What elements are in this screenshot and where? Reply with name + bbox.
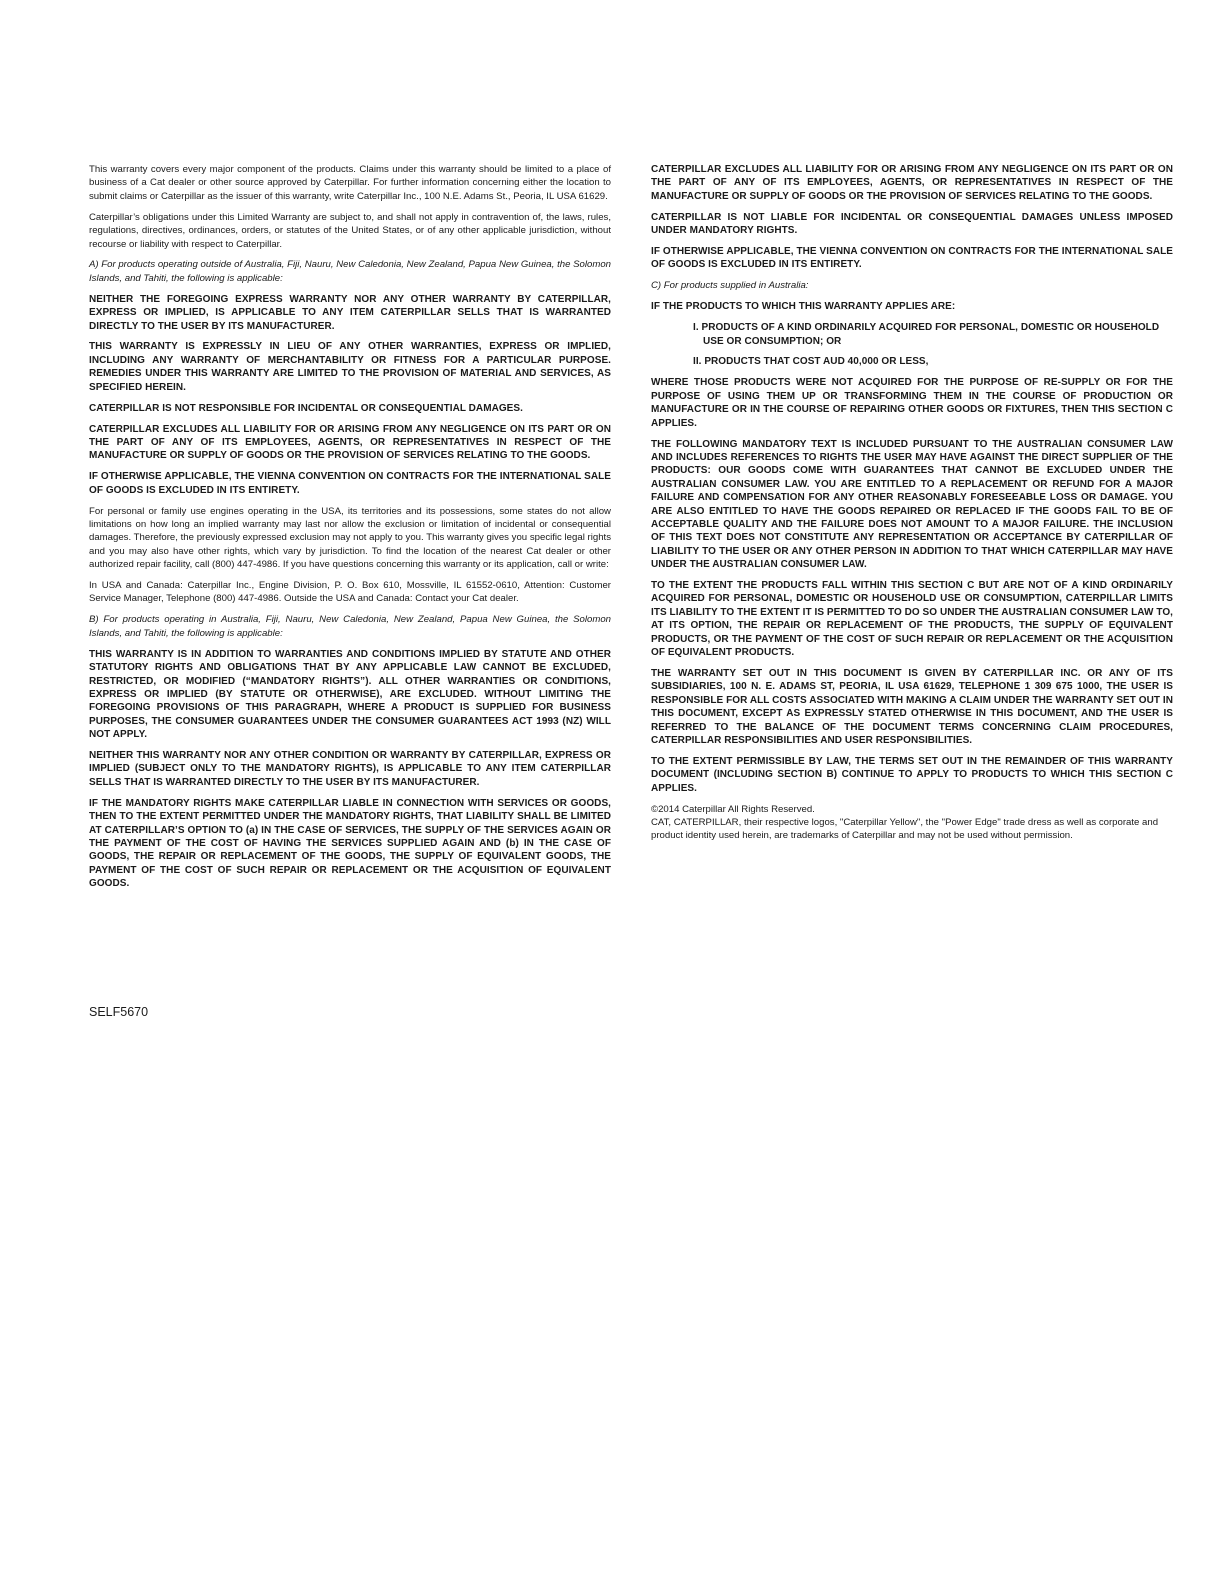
right-column-paragraph: C) For products supplied in Australia: <box>651 280 809 292</box>
right-column-paragraph: THE FOLLOWING MANDATORY TEXT IS INCLUDED PURSUANT TO THE AUSTRALIAN CONSUMER LAW AND INCLUDES REFERENCES TO RIGHTS THE USER MAY HAVE AGAINST THE DIRECT SUPPLIER OF THE PRODUCTS: OUR GOODS COME WITH GUARANTEES THAT CANNOT BE EXCLUDED UNDER THE AUSTRALIAN CONSUMER LAW. YOU ARE ENTITLED TO A REPLACEMENT OR REFUND FOR A MAJOR FAILURE AND COMPENSATION FOR ANY OTHER REASONABLY FORESEEABLE LOSS OR DAMAGE. YOU ARE ALSO ENTITLED TO HAVE THE GOODS REPAIRED OR REPLACED IF THE GOODS FAIL TO BE OF ACCEPTABLE QUALITY AND THE FAILURE DOES NOT AMOUNT TO A MAJOR FAILURE. THE INCLUSION OF THIS TEXT DOES NOT CONSTITUTE ANY REPRESENTATION OR ACCEPTANCE BY CATERPILLAR OF LIABILITY TO THE USER OR ANY OTHER PERSON IN ADDITION TO THAT WHICH CATERPILLAR MAY HAVE UNDER THE AUSTRALIAN CONSUMER LAW. <box>651 438 1173 571</box>
right-column-paragraph: CAT, CATERPILLAR, their respective logos, "Caterpillar Yellow", the "Power Edge" trade dress as well as corporate and product identity used herein, are trademarks of Caterpillar and may not be used without permission. <box>651 817 1159 842</box>
left-column-paragraph: This warranty covers every major component of the products. Claims under this warranty should be limited to a place of business of a Cat dealer or other source approved by Caterpillar. For further information concerning either the location to submit claims or Caterpillar as the issuer of this warranty, write Caterpillar Inc., 100 N.E. Adams St., Peoria, IL USA 61629. <box>89 164 611 202</box>
right-column-paragraph: TO THE EXTENT PERMISSIBLE BY LAW, THE TERMS SET OUT IN THE REMAINDER OF THIS WARRANTY DOCUMENT (INCLUDING SECTION B) CONTINUE TO APPLY TO PRODUCTS TO WHICH THIS SECTION C APPLIES. <box>651 755 1173 794</box>
left-column-paragraph: CATERPILLAR IS NOT RESPONSIBLE FOR INCIDENTAL OR CONSEQUENTIAL DAMAGES. <box>89 402 523 414</box>
right-column-paragraph: CATERPILLAR EXCLUDES ALL LIABILITY FOR OR ARISING FROM ANY NEGLIGENCE ON ITS PART OR ON THE PART OF ANY OF ITS EMPLOYEES, AGENTS, OR REPRESENTATIVES IN RESPECT OF THE MANUFACTURE OR SUPPLY OF GOODS OR THE PROVISION OF SERVICES RELATING TO THE GOODS. <box>651 164 1173 202</box>
left-column-paragraph: NEITHER THIS WARRANTY NOR ANY OTHER CONDITION OR WARRANTY BY CATERPILLAR, EXPRESS OR IMPLIED (SUBJECT ONLY TO THE MANDATORY RIGHTS), IS APPLICABLE TO ANY ITEM CATERPILLAR SELLS THAT IS WARRANTED DIRECTLY TO THE USER BY ITS MANUFACTURER. <box>89 750 611 788</box>
left-column-paragraph: IF THE MANDATORY RIGHTS MAKE CATERPILLAR LIABLE IN CONNECTION WITH SERVICES OR GOODS, THEN TO THE EXTENT PERMITTED UNDER THE MANDATORY RIGHTS, THAT LIABILITY SHALL BE LIMITED AT CATERPILLAR’S OPTION TO (a) IN THE CASE OF SERVICES, THE SUPPLY OF THE SERVICES AGAIN OR THE PAYMENT OF THE COST OF HAVING THE SERVICES SUPPLIED AGAIN AND (b) IN THE CASE OF GOODS, THE REPAIR OR REPLACEMENT OF THE GOODS, THE SUPPLY OF EQUIVALENT GOODS, THE PAYMENT OF THE COST OF SUCH REPAIR OR REPLACEMENT OR THE ACQUISITION OF EQUIVALENT GOODS. <box>89 797 611 890</box>
left-column-paragraph: A) For products operating outside of Australia, Fiji, Nauru, New Caledonia, New Zealand, Papua New Guinea, the Solomon Islands, and Tahiti, the following is applicable: <box>89 259 611 284</box>
left-column-paragraph: NEITHER THE FOREGOING EXPRESS WARRANTY NOR ANY OTHER WARRANTY BY CATERPILLAR, EXPRESS OR IMPLIED, IS APPLICABLE TO ANY ITEM CATERPILLAR SELLS THAT IS WARRANTED DIRECTLY TO THE USER BY ITS MANUFACTURER. <box>89 293 611 332</box>
document-code: SELF5670 <box>89 1005 149 1019</box>
left-column-paragraph: CATERPILLAR EXCLUDES ALL LIABILITY FOR OR ARISING FROM ANY NEGLIGENCE ON ITS PART OR ON THE PART OF ANY OF ITS EMPLOYEES, AGENTS, OR REPRESENTATIVES IN RESPECT OF THE MANUFACTURE OR SUPPLY OF GOODS OR THE PROVISION OF SERVICES RELATING TO THE GOODS. <box>89 423 611 462</box>
left-column <box>89 163 611 898</box>
left-column-paragraph: IF OTHERWISE APPLICABLE, THE VIENNA CONVENTION ON CONTRACTS FOR THE INTERNATIONAL SALE OF GOODS IS EXCLUDED IN ITS ENTIRETY. <box>89 471 611 496</box>
right-column-paragraph: II. PRODUCTS THAT COST AUD 40,000 OR LESS, <box>693 356 929 368</box>
right-column-paragraph: CATERPILLAR IS NOT LIABLE FOR INCIDENTAL OR CONSEQUENTIAL DAMAGES UNLESS IMPOSED UNDER MANDATORY RIGHTS. <box>651 211 1173 237</box>
left-column-paragraph: B) For products operating in Australia, Fiji, Nauru, New Caledonia, New Zealand, Papua New Guinea, the Solomon Islands, and Tahiti, the following is applicable: <box>89 614 611 639</box>
left-column-paragraph: Caterpillar’s obligations under this Limited Warranty are subject to, and shall not apply in contravention of, the laws, rules, regulations, directives, ordinances, orders, or statutes of the United States, or of any other applicable jurisdiction, without recourse or liability with respect to Caterpillar. <box>89 211 611 250</box>
right-column-paragraph: THE WARRANTY SET OUT IN THIS DOCUMENT IS GIVEN BY CATERPILLAR INC. OR ANY OF ITS SUBSIDIARIES, 100 N. E. ADAMS ST, PEORIA, IL USA 61629, TELEPHONE 1 309 675 1000, THE USER IS RESPONSIBLE FOR ALL COSTS ASSOCIATED WITH MAKING A CLAIM UNDER THE WARRANTY SET OUT IN THIS DOCUMENT, EXCEPT AS EXPRESSLY STATED OTHERWISE IN THIS DOCUMENT, AND THE USER IS REFERRED TO THE BALANCE OF THE DOCUMENT TERMS CONCERNING CLAIM PROCEDURES, CATERPILLAR RESPONSIBILITIES AND USER RESPONSIBILITIES. <box>651 668 1173 747</box>
right-column-paragraph: TO THE EXTENT THE PRODUCTS FALL WITHIN THIS SECTION C BUT ARE NOT OF A KIND ORDINARILY ACQUIRED FOR PERSONAL, DOMESTIC OR HOUSEHOLD USE OR CONSUMPTION, CATERPILLAR LIMITS ITS LIABILITY TO THE EXTENT IT IS PERMITTED TO DO SO UNDER THE AUSTRALIAN CONSUMER LAW TO, AT ITS OPTION, THE REPAIR OR REPLACEMENT OF THE PRODUCTS, THE SUPPLY OF EQUIVALENT PRODUCTS, OR THE PAYMENT OF THE COST OF SUCH REPAIR OR REPLACEMENT OR THE ACQUISITION OF EQUIVALENT PRODUCTS. <box>651 580 1173 659</box>
right-column-paragraph: I. PRODUCTS OF A KIND ORDINARILY ACQUIRED FOR PERSONAL, DOMESTIC OR HOUSEHOLD USE OR CONSUMPTION; OR <box>693 322 1160 347</box>
right-column-paragraph: IF THE PRODUCTS TO WHICH THIS WARRANTY APPLIES ARE: <box>651 301 956 313</box>
left-column-paragraph: For personal or family use engines operating in the USA, its territories and its possessions, some states do not allow limitations on how long an implied warranty may last nor allow the exclusion or limitation of incidental or consequential damages. Therefore, the previously expressed exclusion may not apply to you. This warranty gives you specific legal rights and you may also have other rights, which vary by jurisdiction. To find the location of the nearest Cat dealer or other authorized repair facility, call (800) 447-4986. If you have questions concerning this warranty or its application, call or write: <box>89 505 611 571</box>
left-column-paragraph: THIS WARRANTY IS IN ADDITION TO WARRANTIES AND CONDITIONS IMPLIED BY STATUTE AND OTHER STATUTORY RIGHTS AND OBLIGATIONS THAT BY ANY APPLICABLE LAW CANNOT BE EXCLUDED, RESTRICTED, OR MODIFIED (“MANDATORY RIGHTS”). ALL OTHER WARRANTIES OR CONDITIONS, EXPRESS OR IMPLIED (BY STATUTE OR OTHERWISE), ARE EXCLUDED. WITHOUT LIMITING THE FOREGOING PROVISIONS OF THIS PARAGRAPH, WHERE A PRODUCT IS SUPPLIED FOR BUSINESS PURPOSES, THE CONSUMER GUARANTEES UNDER THE CONSUMER GUARANTEES ACT 1993 (NZ) WILL NOT APPLY. <box>89 648 611 741</box>
left-column-paragraph: THIS WARRANTY IS EXPRESSLY IN LIEU OF ANY OTHER WARRANTIES, EXPRESS OR IMPLIED, INCLUDING ANY WARRANTY OF MERCHANTABILITY OR FITNESS FOR A PARTICULAR PURPOSE. REMEDIES UNDER THIS WARRANTY ARE LIMITED TO THE PROVISION OF MATERIAL AND SERVICES, AS SPECIFIED HEREIN. <box>89 341 611 393</box>
left-column-paragraph: In USA and Canada: Caterpillar Inc., Engine Division, P. O. Box 610, Mossville, IL 61552-0610, Attention: Customer Service Manager, Telephone (800) 447-4986. Outside the USA and Canada: Contact your Cat dealer. <box>89 580 611 605</box>
right-column-paragraph: WHERE THOSE PRODUCTS WERE NOT ACQUIRED FOR THE PURPOSE OF RE-SUPPLY OR FOR THE PURPOSE OF USING THEM UP OR TRANSFORMING THEM IN THE COURSE OF PRODUCTION OR MANUFACTURE OR IN THE COURSE OF REPAIRING OTHER GOODS OR FIXTURES, THEN THIS SECTION C APPLIES. <box>651 377 1173 429</box>
right-column-paragraph: ©2014 Caterpillar All Rights Reserved. <box>651 803 815 815</box>
right-column <box>651 163 1173 850</box>
right-column-paragraph: IF OTHERWISE APPLICABLE, THE VIENNA CONVENTION ON CONTRACTS FOR THE INTERNATIONAL SALE OF GOODS IS EXCLUDED IN ITS ENTIRETY. <box>651 246 1173 271</box>
